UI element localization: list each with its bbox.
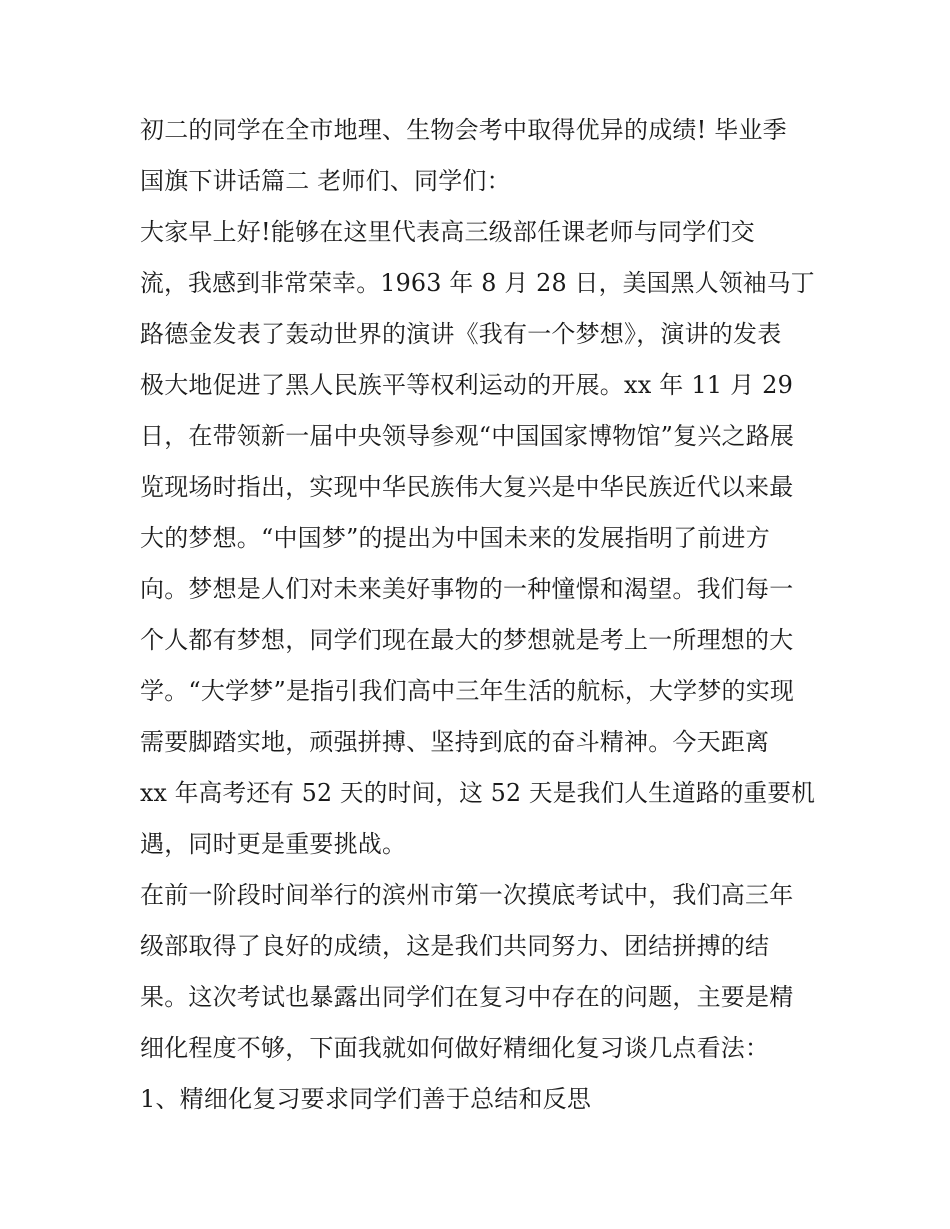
text-line: 大家早上好!能够在这里代表高三级部任课老师与同学们交: [140, 218, 755, 246]
text-line: 需要脚踏实地，顽强拼搏、坚持到底的奋斗精神。今天距离: [140, 728, 770, 756]
text-line: 1、精细化复习要求同学们善于总结和反思: [140, 1085, 592, 1113]
text-line: 细化程度不够，下面我就如何做好精细化复习谈几点看法：: [140, 1034, 770, 1062]
text-line: 个人都有梦想，同学们现在最大的梦想就是考上一所理想的大: [140, 626, 794, 654]
text-line: 在前一阶段时间举行的滨州市第一次摸底考试中，我们高三年: [140, 881, 794, 909]
text-line: 日，在带领新一届中央领导参观“中国国家博物馆”复兴之路展: [140, 422, 795, 450]
text-line: 大的梦想。“中国梦”的提出为中国未来的发展指明了前进方: [140, 524, 770, 552]
text-line: xx 年高考还有 52 天的时间，这 52 天是我们人生道路的重要机: [140, 779, 816, 807]
text-line: 览现场时指出，实现中华民族伟大复兴是中华民族近代以来最: [140, 473, 794, 501]
text-line: 路德金发表了轰动世界的演讲《我有一个梦想》，演讲的发表: [140, 320, 782, 348]
text-line: 学。“大学梦”是指引我们高中三年生活的航标，大学梦的实现: [140, 677, 795, 705]
text-line: 国旗下讲话篇二 老师们、同学们：: [140, 167, 511, 195]
text-line: 极大地促进了黑人民族平等权利运动的开展。xx 年 11 月 29: [140, 371, 794, 399]
text-line: 向。梦想是人们对未来美好事物的一种憧憬和渴望。我们每一: [140, 575, 794, 603]
text-line: 初二的同学在全市地理、生物会考中取得优异的成绩! 毕业季: [140, 116, 787, 144]
text-line: 流，我感到非常荣幸。1963 年 8 月 28 日，美国黑人领袖马丁: [140, 269, 815, 297]
text-line: 遇，同时更是重要挑战。: [140, 830, 407, 858]
text-line: 果。这次考试也暴露出同学们在复习中存在的问题，主要是精: [140, 983, 794, 1011]
text-line: 级部取得了良好的成绩，这是我们共同努力、团结拼搏的结: [140, 932, 770, 960]
